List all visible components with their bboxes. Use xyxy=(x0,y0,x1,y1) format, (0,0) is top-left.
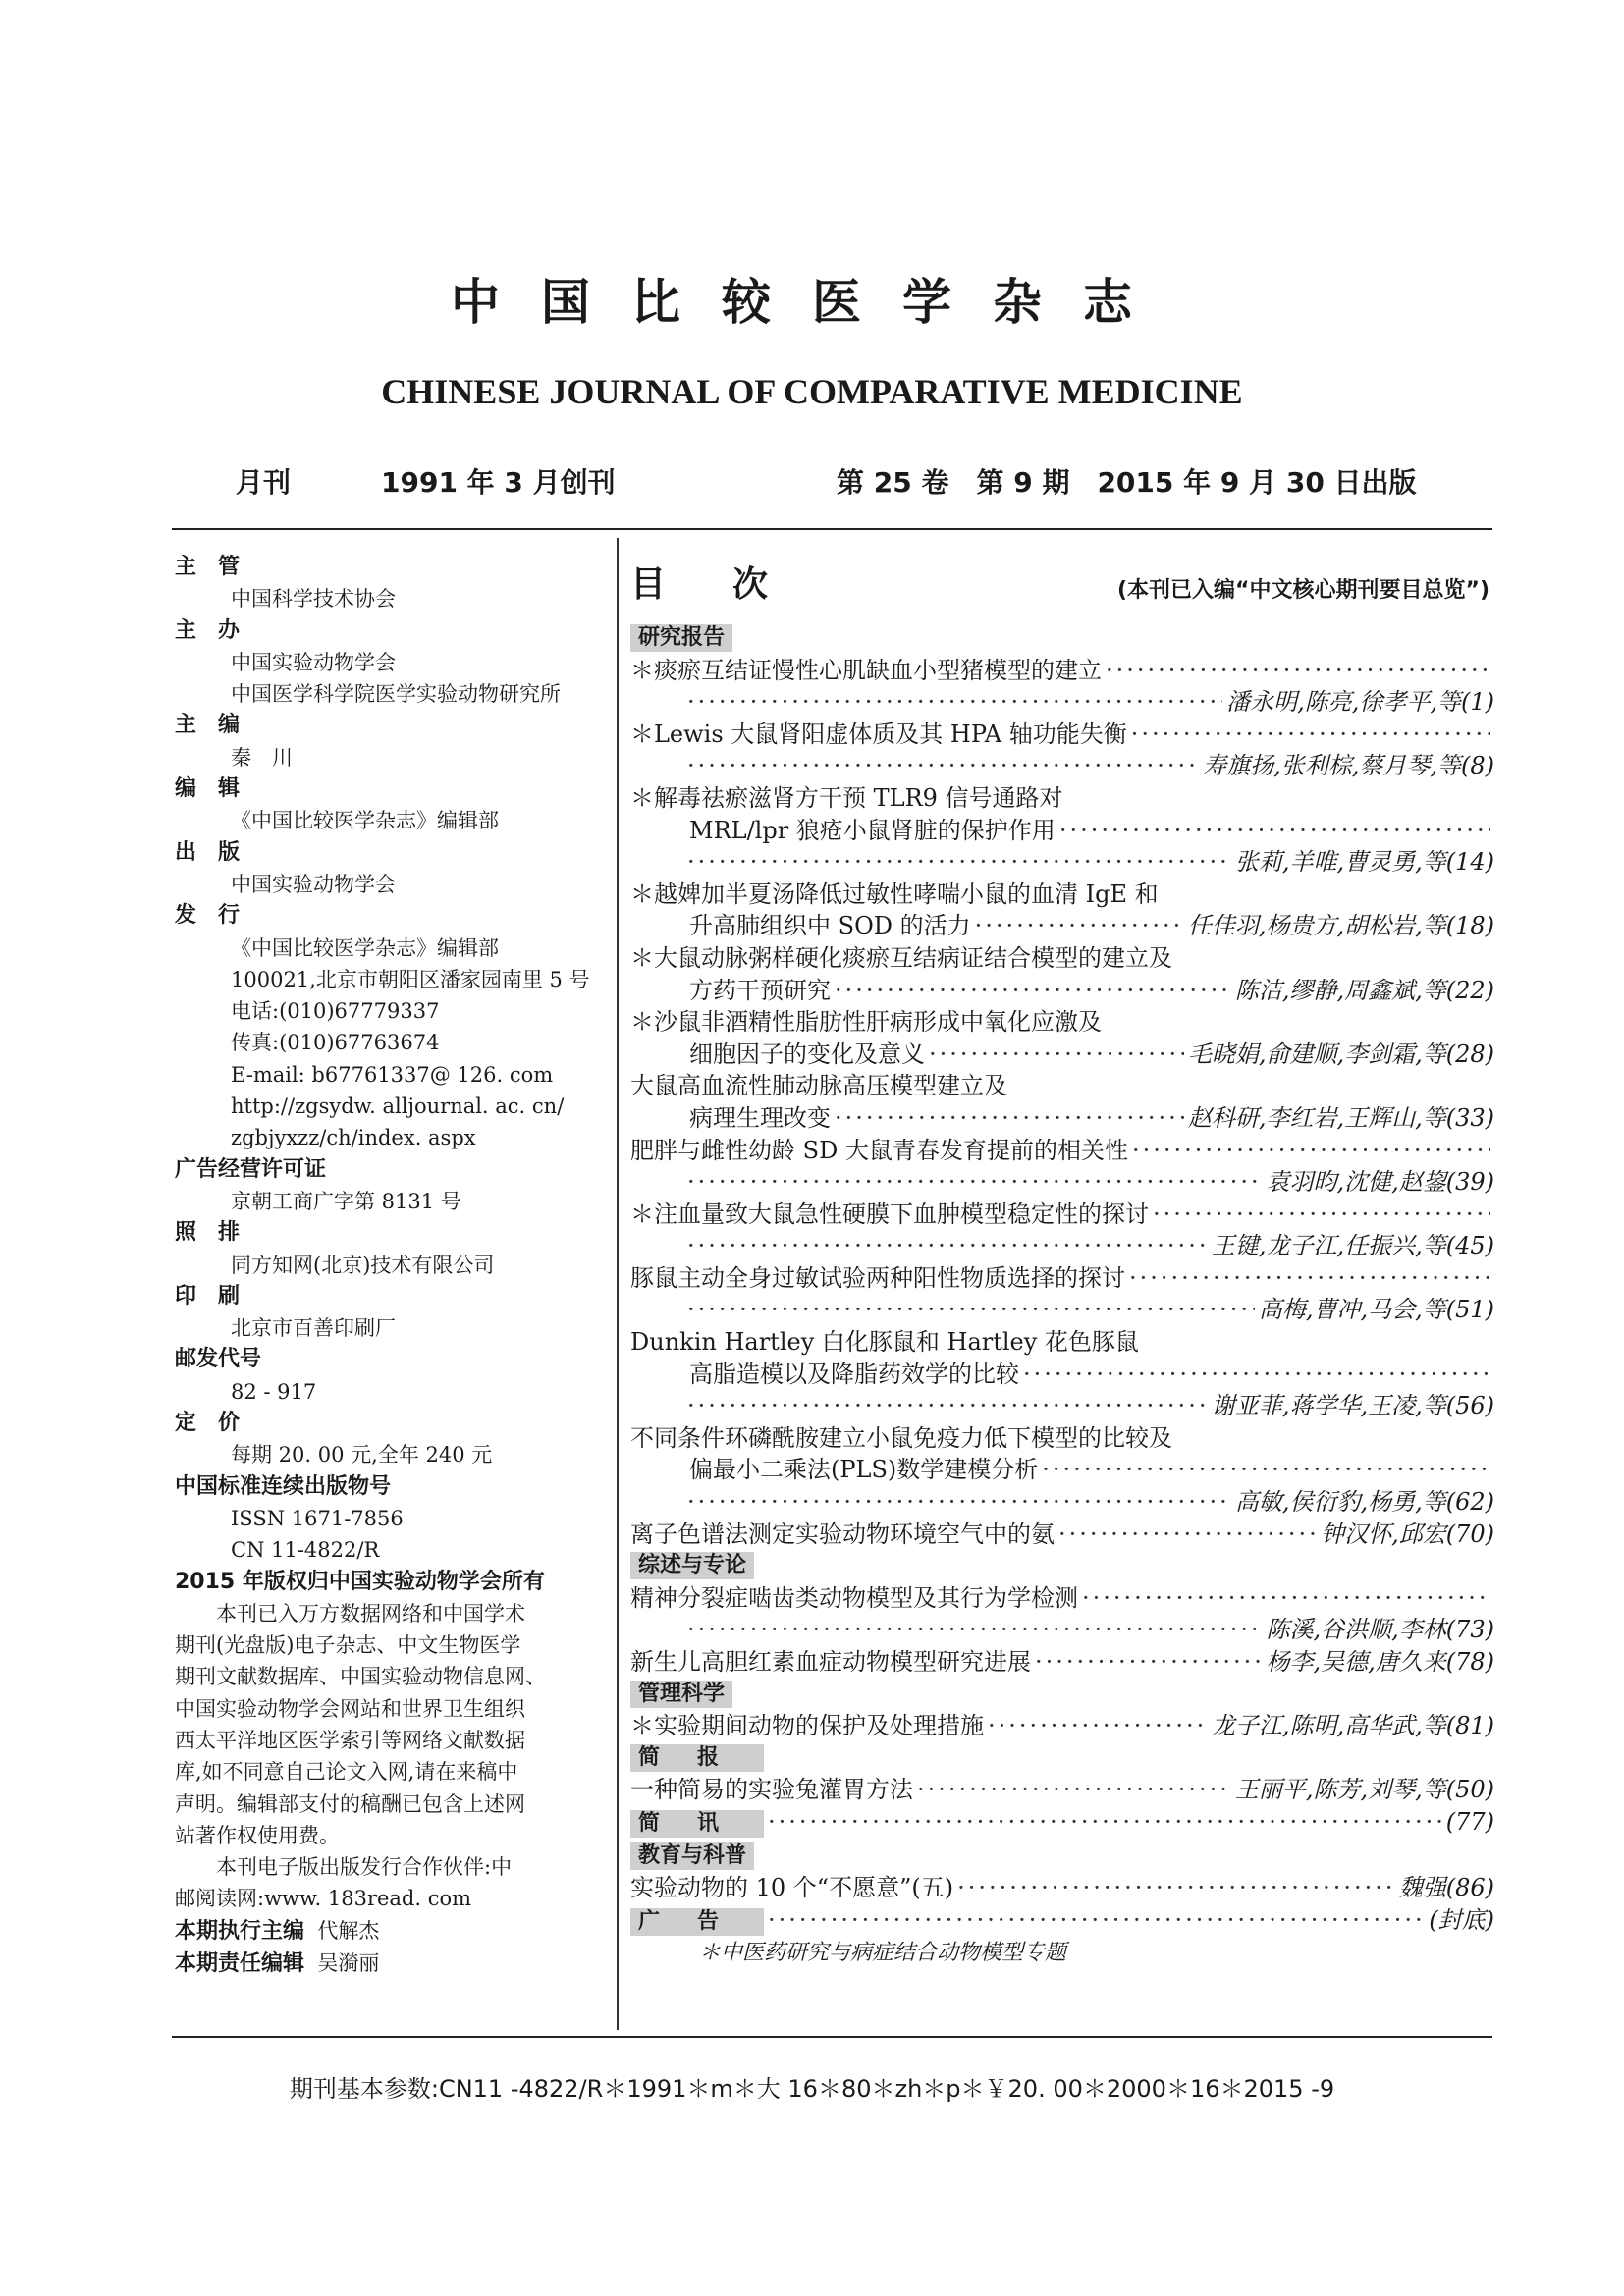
toc-entry[interactable]: 广告 ····· (封底) xyxy=(630,1904,1494,1939)
serial-heading: 中国标准连续出版物号 xyxy=(175,1473,392,1499)
issue-info: 第 25 卷 第 9 期 2015 年 9 月 30 日出版 xyxy=(837,466,1417,499)
address: 100021,北京市朝阳区潘家园南里 5 号 xyxy=(231,967,590,991)
toc-entry[interactable]: 离子色谱法测定实验动物环境空气中的氨 ····· 钟汉怀,邱宏(70) xyxy=(630,1519,1494,1551)
website-2: zgbjyxzz/ch/index. aspx xyxy=(231,1126,476,1150)
printer: 北京市百善印刷厂 xyxy=(231,1316,396,1341)
sponsor: 中国科学技术协会 xyxy=(231,587,396,612)
editor-heading: 主编 xyxy=(175,713,262,738)
partner-line-1: 本刊电子版出版发行合作伙伴:中 xyxy=(216,1855,513,1880)
fax: 传真:(010)67763674 xyxy=(231,1031,440,1055)
section-ad: 广告 xyxy=(630,1908,764,1936)
toc-entry-authors: ····· 高敏,侯衍豹,杨勇,等(62) xyxy=(630,1486,1494,1519)
issuer-heading: 发行 xyxy=(175,903,262,929)
issuer: 《中国比较医学杂志》编辑部 xyxy=(231,935,499,960)
toc-entry[interactable]: 不同条件环磷酰胺建立小鼠免疫力低下模型的比较及 xyxy=(630,1423,1172,1452)
toc-note: (本刊已入编“中文核心期刊要目总览”) xyxy=(1116,578,1489,603)
journal-parameters: 期刊基本参数:CN11 -4822/R＊1991＊m＊大 16＊80＊zh＊p＊￥20. 00＊2000＊16＊2015 -9 xyxy=(289,2075,1335,2103)
section-research: 研究报告 xyxy=(630,622,1494,655)
notice-line: 期刊(光盘版)电子杂志、中文生物医学 xyxy=(175,1633,521,1658)
print-heading: 印刷 xyxy=(175,1283,262,1308)
special-topic-note: ＊中医药研究与病症结合动物模型专题 xyxy=(699,1941,1067,1966)
journal-title-cn: 中国比较医学杂志 xyxy=(451,274,1173,331)
publisher: 中国实验动物学会 xyxy=(231,872,396,896)
organizer-1: 中国实验动物学会 xyxy=(231,650,396,674)
editing-heading: 编辑 xyxy=(175,776,262,802)
toc-entry[interactable]: ＊沙鼠非酒精性脂肪性肝病形成中氧化应激及 xyxy=(630,1008,1102,1037)
editor: 秦 川 xyxy=(231,745,293,770)
ad-license-heading: 广告经营许可证 xyxy=(175,1156,327,1182)
exec-editor: 代解杰 xyxy=(317,1918,380,1943)
frequency: 月刊 xyxy=(236,466,292,499)
publisher-heading: 出版 xyxy=(175,839,262,865)
toc-entry-authors: ····· 袁羽昀,沈健,赵鋆(39) xyxy=(630,1166,1494,1199)
exec-editor-heading: 本期执行主编 xyxy=(175,1918,305,1944)
toc-entry[interactable]: 精神分裂症啮齿类动物模型及其行为学检测 ····· xyxy=(630,1582,1494,1615)
toc-entry[interactable]: 新生儿高胆红素血症动物模型研究进展 ····· 杨李,吴德,唐久来(78) xyxy=(630,1646,1494,1679)
toc-entry-cont[interactable]: 细胞因子的变化及意义 ····· 毛晓娟,俞建顺,李剑霜,等(28) xyxy=(630,1039,1494,1071)
telephone: 电话:(010)67779337 xyxy=(231,999,440,1024)
toc-entry-cont[interactable]: 高脂造模以及降脂药效学的比较 ····· xyxy=(630,1359,1494,1391)
column-divider xyxy=(617,538,619,2030)
section-brief: 简报 xyxy=(630,1742,1494,1775)
notice-line: 西太平洋地区医学索引等网络文献数据 xyxy=(175,1728,525,1752)
typeset: 同方知网(北京)技术有限公司 xyxy=(231,1253,495,1277)
toc-entry[interactable]: 豚鼠主动全身过敏试验两种阳性物质选择的探讨 ····· xyxy=(630,1262,1494,1295)
partner-line-2: 邮阅读网:www. 183read. com xyxy=(175,1887,472,1911)
section-review: 综述与专论 xyxy=(630,1550,1494,1582)
notice-line: 本刊已入万方数据网络和中国学术 xyxy=(216,1601,525,1626)
database-notice xyxy=(175,1598,607,1851)
toc-entry[interactable]: 实验动物的 10 个“不愿意”(五) ····· 魏强(86) xyxy=(630,1872,1494,1904)
price-heading: 定价 xyxy=(175,1411,262,1436)
top-rule xyxy=(172,528,1492,530)
ad-license: 京朝工商广字第 8131 号 xyxy=(231,1189,461,1213)
toc-entry-cont[interactable]: 病理生理改变 ····· 赵科研,李红岩,王辉山,等(33) xyxy=(630,1102,1494,1135)
toc-entry[interactable]: 一种简易的实验兔灌胃方法 ····· 王丽平,陈芳,刘琴,等(50) xyxy=(630,1774,1494,1806)
resp-editor-heading: 本期责任编辑 xyxy=(175,1951,305,1977)
toc-entry-authors: ····· 陈溪,谷洪顺,李林(73) xyxy=(630,1614,1494,1646)
toc-entry-cont[interactable]: MRL/lpr 狼疮小鼠肾脏的保护作用 ····· xyxy=(630,815,1494,847)
editing: 《中国比较医学杂志》编辑部 xyxy=(231,809,499,833)
toc-entry-authors: ····· 王键,龙子江,任振兴,等(45) xyxy=(630,1230,1494,1262)
founded: 1991 年 3 月创刊 xyxy=(381,466,616,499)
toc-entry-cont[interactable]: 方药干预研究 ····· 陈洁,缪静,周鑫斌,等(22) xyxy=(630,975,1494,1007)
toc-entry-cont[interactable]: 升高肺组织中 SOD 的活力 ····· 任佳羽,杨贵方,胡松岩,等(18) xyxy=(630,910,1494,942)
toc-entry[interactable]: ＊实验期间动物的保护及处理措施 ····· 龙子江,陈明,高华武,等(81) xyxy=(630,1710,1494,1742)
toc-entry[interactable]: ＊Lewis 大鼠肾阳虚体质及其 HPA 轴功能失衡 ····· xyxy=(630,719,1494,751)
price: 每期 20. 00 元,全年 240 元 xyxy=(231,1443,493,1468)
copyright: 2015 年版权归中国实验动物学会所有 xyxy=(175,1569,545,1594)
masthead-sidebar xyxy=(175,552,607,1980)
notice-line: 中国实验动物学会网站和世界卫生组织 xyxy=(175,1696,525,1721)
website-1: http://zgsydw. alljournal. ac. cn/ xyxy=(231,1095,565,1119)
toc-entry-cont[interactable]: 偏最小二乘法(PLS)数学建模分析 ····· xyxy=(630,1454,1494,1486)
notice-line: 站著作权使用费。 xyxy=(175,1823,340,1847)
journal-title-en: CHINESE JOURNAL OF COMPARATIVE MEDICINE xyxy=(381,372,1243,411)
typeset-heading: 照排 xyxy=(175,1220,262,1246)
toc-entry[interactable]: Dunkin Hartley 白化豚鼠和 Hartley 花色豚鼠 xyxy=(630,1328,1139,1357)
resp-editor: 吴漪丽 xyxy=(317,1951,380,1976)
organizer-heading: 主办 xyxy=(175,617,262,643)
toc-heading: 目次 xyxy=(630,564,836,605)
sponsor-heading: 主管 xyxy=(175,555,262,579)
toc-entry-authors: ····· 潘永明,陈亮,徐孝平,等(1) xyxy=(630,686,1494,719)
table-of-contents xyxy=(630,564,1494,1970)
postal-heading: 邮发代号 xyxy=(175,1347,262,1372)
toc-entry[interactable]: ＊大鼠动脉粥样硬化痰瘀互结病证结合模型的建立及 xyxy=(630,943,1172,972)
notice-line: 库,如不同意自己论文入网,请在来稿中 xyxy=(175,1760,518,1785)
toc-entry[interactable]: 大鼠高血流性肺动脉高压模型建立及 xyxy=(630,1072,1007,1100)
section-education: 教育与科普 xyxy=(630,1841,1494,1873)
toc-entry[interactable]: 肥胖与雌性幼龄 SD 大鼠青春发育提前的相关性 ····· xyxy=(630,1135,1494,1167)
bottom-rule xyxy=(172,2036,1492,2038)
email: E-mail: b67761337@ 126. com xyxy=(231,1062,554,1087)
issn: ISSN 1671-7856 xyxy=(231,1506,404,1530)
cn-number: CN 11-4822/R xyxy=(231,1538,380,1563)
toc-entry[interactable]: ＊越婢加半夏汤降低过敏性哮喘小鼠的血清 IgE 和 xyxy=(630,880,1159,908)
section-management: 管理科学 xyxy=(630,1679,1494,1711)
notice-line: 声明。编辑部支付的稿酬已包含上述网 xyxy=(175,1791,525,1816)
toc-entry[interactable]: ＊解毒祛瘀滋肾方干预 TLR9 信号通路对 xyxy=(630,783,1063,812)
toc-entry-authors: ····· 高梅,曹冲,马会,等(51) xyxy=(630,1294,1494,1326)
notice-line: 期刊文献数据库、中国实验动物信息网、 xyxy=(175,1665,546,1689)
toc-entry-authors: ····· 谢亚菲,蒋学华,王凌,等(56) xyxy=(630,1390,1494,1422)
toc-entry[interactable]: ＊痰瘀互结证慢性心肌缺血小型猪模型的建立 ····· xyxy=(630,655,1494,687)
organizer-2: 中国医学科学院医学实验动物研究所 xyxy=(231,682,561,707)
toc-entry[interactable]: 简讯 ····· (77) xyxy=(630,1806,1494,1841)
postal-code: 82 - 917 xyxy=(231,1379,317,1404)
toc-entry[interactable]: ＊注血量致大鼠急性硬膜下血肿模型稳定性的探讨 ····· xyxy=(630,1199,1494,1231)
section-news: 简讯 xyxy=(630,1810,764,1838)
toc-entry-authors: ····· 张莉,羊唯,曹灵勇,等(14) xyxy=(630,846,1494,879)
toc-entry-authors: ····· 寿旗扬,张利棕,蔡月琴,等(8) xyxy=(630,750,1494,782)
